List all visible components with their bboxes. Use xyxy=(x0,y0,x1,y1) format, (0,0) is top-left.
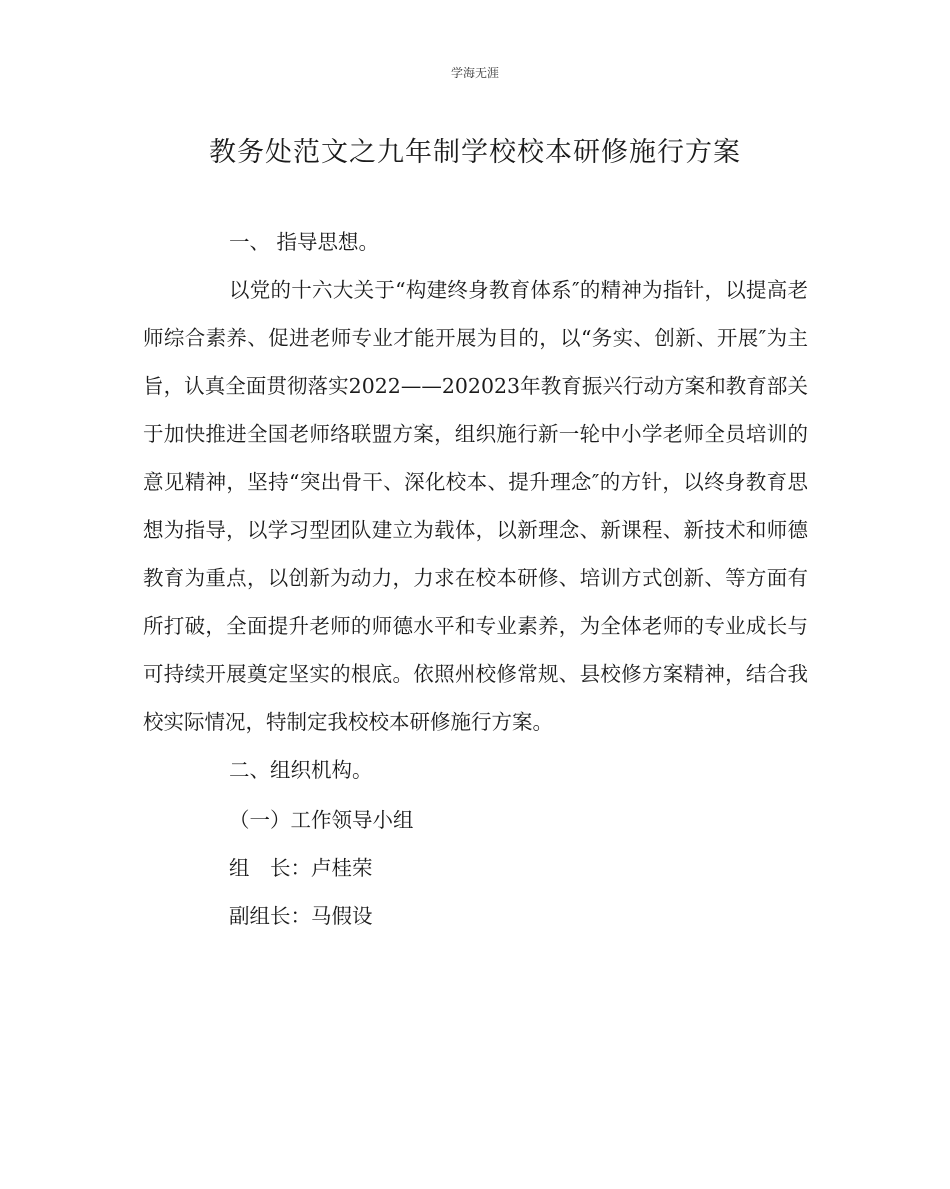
section1-heading: 一、 指导思想。 xyxy=(229,230,380,254)
member-name: 马假设 xyxy=(311,904,373,928)
document-title: 教务处范文之九年制学校校本研修施行方案 xyxy=(209,137,741,168)
member-row-leader xyxy=(143,844,808,892)
member-row-deputy xyxy=(143,892,808,940)
section1-paragraph: 以党的十六大关于“构建终身教育体系″的精神为指针，以提高老师综合素养、促进老师专业才能开展为目的，以“务实、创新、开展″为主旨，认真全面贯彻落实2022——202023年教育振兴行动方案和教育部关于加快推进全国老师络联盟方案，组织施行新一轮中小学老师全员培训的意见精神，坚持“突出骨干、深化校本、提升理念″的方针，以终身教育思想为指导，以学习型团队建立为载体，以新理念、新课程、新技术和师德教育为重点，以创新为动力，力求在校本研修、培训方式创新、等方面有所打破，全面提升老师的师德水平和专业素养，为全体老师的专业成长与可持续开展奠定坚实的根底。依照州校修常规、县校修方案精神，结合我校实际情况，特制定我校校本研修施行方案。 xyxy=(143,278,808,734)
member-role: 组 长： xyxy=(229,856,311,880)
subsection1-heading: （一）工作领导小组 xyxy=(229,808,414,832)
page-header: 学海无涯 xyxy=(450,66,499,80)
member-name: 卢桂荣 xyxy=(311,856,373,880)
section2-heading: 二、组织机构。 xyxy=(229,758,373,782)
document-body xyxy=(143,218,808,940)
member-role: 副组长： xyxy=(229,904,311,928)
